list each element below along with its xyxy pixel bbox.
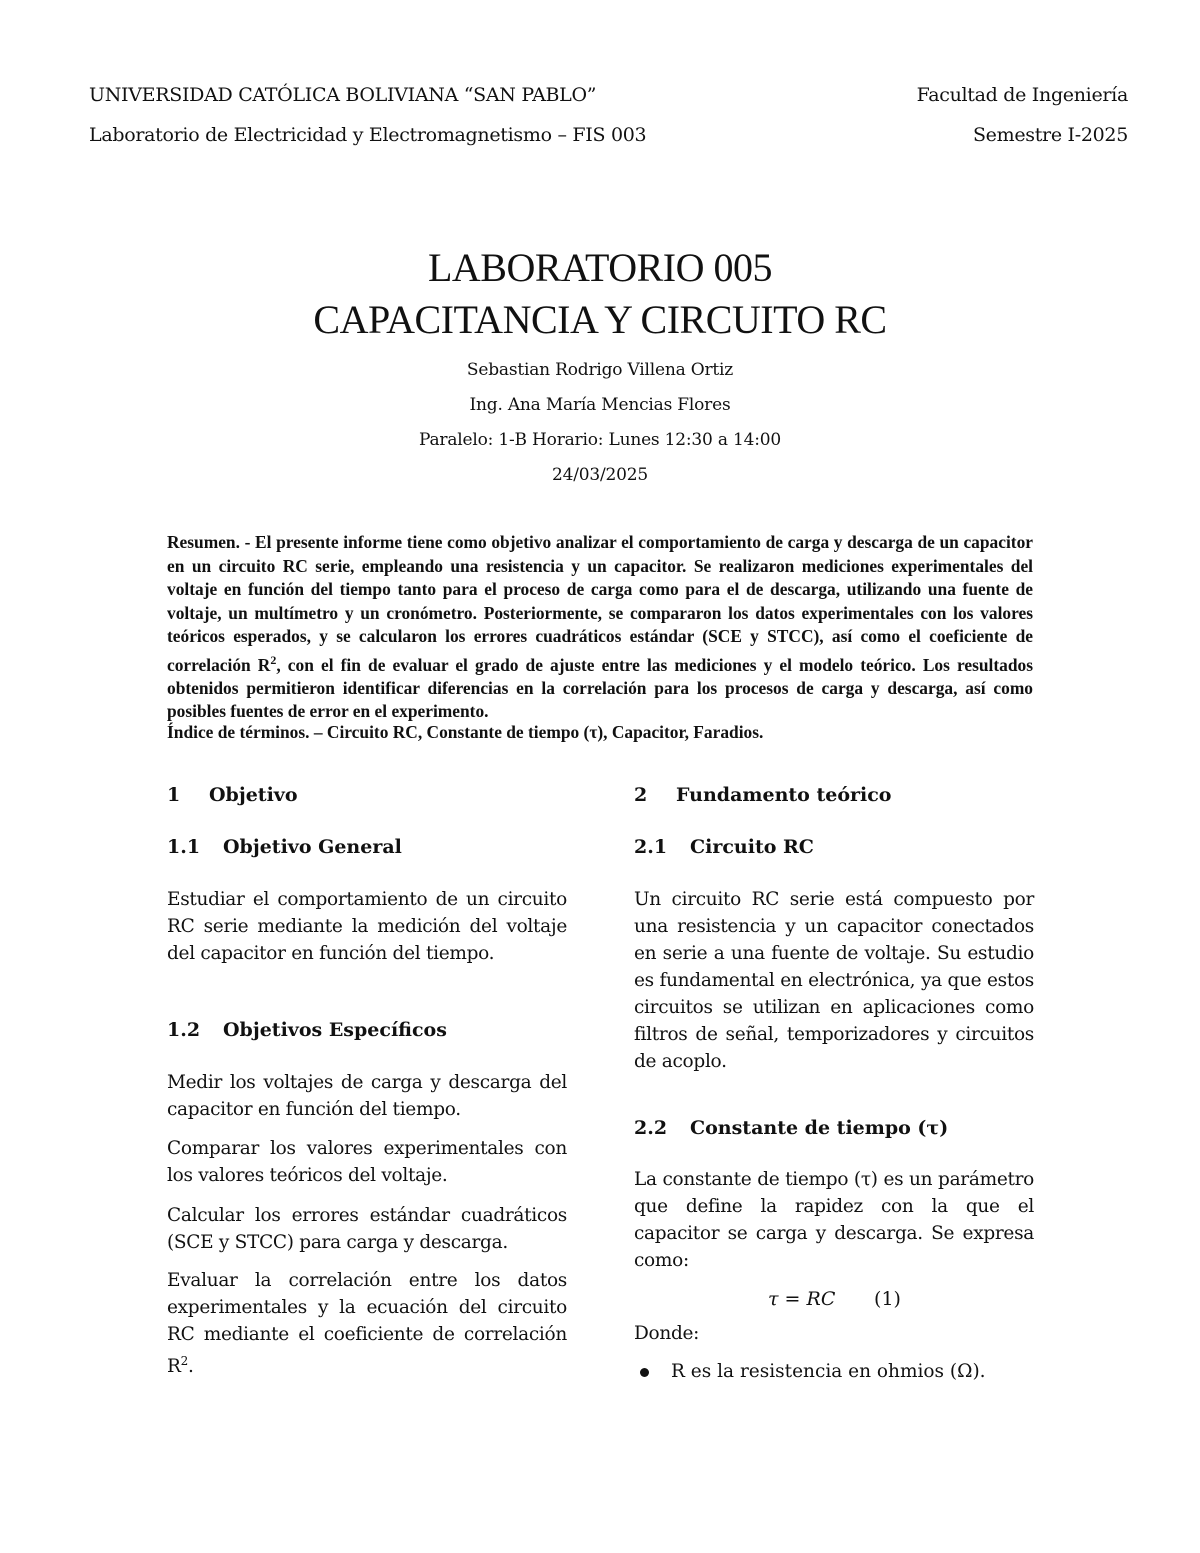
lab-name: Laboratorio de Electricidad y Electromagnetismo – FIS 003 bbox=[89, 124, 647, 146]
section-title: Objetivos Específicos bbox=[223, 1019, 447, 1041]
section-number: 2.1 bbox=[634, 836, 668, 858]
section-number: 1.2 bbox=[167, 1019, 201, 1041]
list-item-text: R es la resistencia en ohmios (Ω). bbox=[671, 1361, 986, 1382]
section-2-2-heading bbox=[634, 1113, 1034, 1143]
faculty-name: Facultad de Ingeniería bbox=[916, 84, 1128, 106]
time-constant-text: La constante de tiempo (τ) es un parámetro que define la rapidez con la que el capacitor se carga y descarga. Se expresa como: bbox=[634, 1169, 1034, 1271]
objective-text: Evaluar la correlación entre los datos experimentales y la ecuación del circuito RC mediante el coeficiente de correlación R bbox=[167, 1270, 567, 1378]
semester: Semestre I-2025 bbox=[972, 124, 1128, 146]
section-number: 2 bbox=[634, 784, 648, 806]
list-item bbox=[634, 1358, 1034, 1385]
objective-item: Calcular los errores estándar cuadráticos (SCE y STCC) para carga y descarga. bbox=[167, 1205, 567, 1253]
equation: τ = RC bbox=[768, 1288, 836, 1310]
page-title: CAPACITANCIA Y CIRCUITO RC bbox=[313, 297, 887, 342]
index-terms: Índice de términos. – Circuito RC, Constante de tiempo (τ), Capacitor, Faradios. bbox=[167, 722, 764, 742]
abstract bbox=[167, 531, 1033, 724]
university-name: UNIVERSIDAD CATÓLICA BOLIVIANA “SAN PABLO” bbox=[89, 84, 597, 106]
section-2-1-heading bbox=[634, 832, 1034, 862]
equation-number: (1) bbox=[874, 1288, 901, 1310]
donde-label: Donde: bbox=[634, 1323, 700, 1344]
title-block bbox=[0, 240, 1200, 348]
objective-item: Medir los voltajes de carga y descarga del capacitor en función del tiempo. bbox=[167, 1072, 567, 1120]
equation-1 bbox=[634, 1284, 1034, 1314]
objective-item bbox=[167, 1267, 567, 1380]
section-1-1-heading bbox=[167, 832, 567, 862]
section-1-heading bbox=[167, 780, 567, 810]
author-name: Sebastian Rodrigo Villena Ortiz bbox=[466, 360, 734, 380]
section-title: Objetivo General bbox=[223, 836, 402, 858]
section-2-heading bbox=[634, 780, 1034, 810]
schedule: Paralelo: 1-B Horario: Lunes 12:30 a 14:00 bbox=[419, 430, 781, 450]
instructor-name: Ing. Ana María Mencias Flores bbox=[469, 395, 731, 415]
report-date: 24/03/2025 bbox=[552, 465, 648, 485]
section-number: 1.1 bbox=[167, 836, 201, 858]
abstract-superscript: 2 bbox=[270, 652, 277, 667]
lab-number-title: LABORATORIO 005 bbox=[427, 245, 772, 290]
abstract-text-2: , con el fin de evaluar el grado de ajuste entre las mediciones y el modelo teórico. Los resultados obtenidos permitieron identificar diferencias en la correlación para los procesos de carga y descarga, así como posibles fuentes de error en el experimento. bbox=[167, 654, 1033, 722]
abstract-text-1: Resumen. - El presente informe tiene como objetivo analizar el comportamiento de carga y descarga de un capacitor en un circuito RC serie, empleando una resistencia y un capacitor. Se realizaron mediciones experimentales del voltaje en función del tiempo tanto para el proceso de carga como para el de descarga, utilizando una fuente de voltaje, un multímetro y un cronómetro. Posteriormente, se compararon los datos experimentales con los valores teóricos esperados, y se calcularon los errores cuadráticos estándar (SCE y STCC), así como el coeficiente de correlación R bbox=[167, 532, 1033, 675]
section-title: Objetivo bbox=[209, 784, 298, 806]
general-objective-text: Estudiar el comportamiento de un circuito RC serie mediante la medición del voltaje del capacitor en función del tiempo. bbox=[167, 889, 567, 964]
bullet-icon bbox=[640, 1368, 649, 1377]
section-title: Constante de tiempo (τ) bbox=[690, 1117, 949, 1139]
section-title: Circuito RC bbox=[690, 836, 814, 858]
section-number: 2.2 bbox=[634, 1117, 668, 1139]
section-number: 1 bbox=[167, 784, 181, 806]
rc-circuit-text: Un circuito RC serie está compuesto por una resistencia y un capacitor conectados en serie a una fuente de voltaje. Su estudio es fundamental en electrónica, ya que estos circuitos se utilizan en aplicaciones como filtros de señal, temporizadores y circuitos de acoplo. bbox=[634, 889, 1034, 1072]
objective-item: Comparar los valores experimentales con los valores teóricos del voltaje. bbox=[167, 1138, 567, 1186]
section-1-2-heading bbox=[167, 1015, 567, 1045]
section-title: Fundamento teórico bbox=[676, 784, 892, 806]
objective-text-end: . bbox=[187, 1356, 194, 1378]
superscript: 2 bbox=[180, 1354, 188, 1368]
